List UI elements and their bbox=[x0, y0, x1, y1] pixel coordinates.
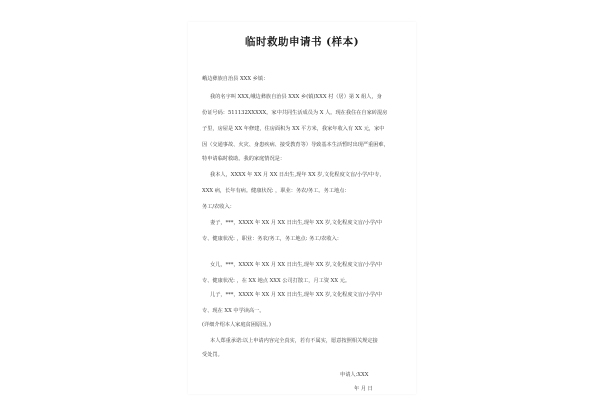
body-line: 受处罚。 bbox=[202, 352, 223, 358]
signature-line: 申请人:XXX bbox=[340, 372, 369, 378]
body-line: 专、健康状况: ，在 XX 地点 XXX 公司打散工，月工资 XX 元。 bbox=[202, 278, 351, 284]
body-line: 我本人，XXXX 年 XX 月 XX 日出生,现年 XX 岁,文化程度文盲/小学/中专， bbox=[210, 172, 385, 178]
body-line: 儿子，***，XXXX 年 XX 月 XX 日出生,现年 XX 岁,文化程度文盲/小学/中 bbox=[210, 292, 382, 298]
body-line: XXX 病，长年有病。健康状况: ，职业：务农/务工。务工地点： bbox=[202, 188, 350, 194]
body-line: 专、健康状况: ，职业：务农/务工，务工地点: 务工/农收入： bbox=[202, 236, 342, 242]
document-sheet bbox=[188, 22, 416, 394]
date-line: 年 月 日 bbox=[354, 386, 373, 392]
body-line: (详细介绍本人家庭贫困原因。) bbox=[202, 322, 271, 328]
body-line: 特申请临时救助。我的家庭情况是： bbox=[202, 156, 286, 162]
body-line: 务工/农收入： bbox=[202, 204, 235, 210]
body-line: 子里，房屋是 XX 年修建，住房面积为 XX 平方米，我家年收入有 XX 元，家中 bbox=[202, 126, 385, 132]
body-line: 妻子，***，XXXX 年 XX 月 XX 日出生,现年 XX 岁,文化程度文盲/小学/中 bbox=[210, 220, 382, 226]
addressee-line: 峨边彝族自治县 XXX 乡镇： bbox=[202, 76, 269, 82]
body-line: 专、现在 XX 中学读高一。 bbox=[202, 308, 265, 314]
body-line: 本人郑重承诺:以上申请内容完全真实，若有不属实，愿意按照相关规定接 bbox=[210, 338, 378, 344]
body-line: 我的名字叫 XXX,峨边彝族自治县 XXX 乡(镇)XXX 村（居）第 X 組人，身 bbox=[210, 94, 382, 100]
body-line: 因（交通事故、火灾、身患疾病、接受教育等）导致基本生活暂时出现严重困难， bbox=[202, 142, 389, 148]
body-line: 份证号码：511132XXXXX。家中共同生活成员为 X 人。现在我住在自家砖混房 bbox=[202, 110, 388, 116]
body-line: 女儿，***，XXXX 年 XX 月 XX 日出生,现年 XX 岁,文化程度文盲/小学/中 bbox=[210, 262, 382, 268]
document-title: 临时救助申请书 (样本) bbox=[244, 36, 360, 48]
